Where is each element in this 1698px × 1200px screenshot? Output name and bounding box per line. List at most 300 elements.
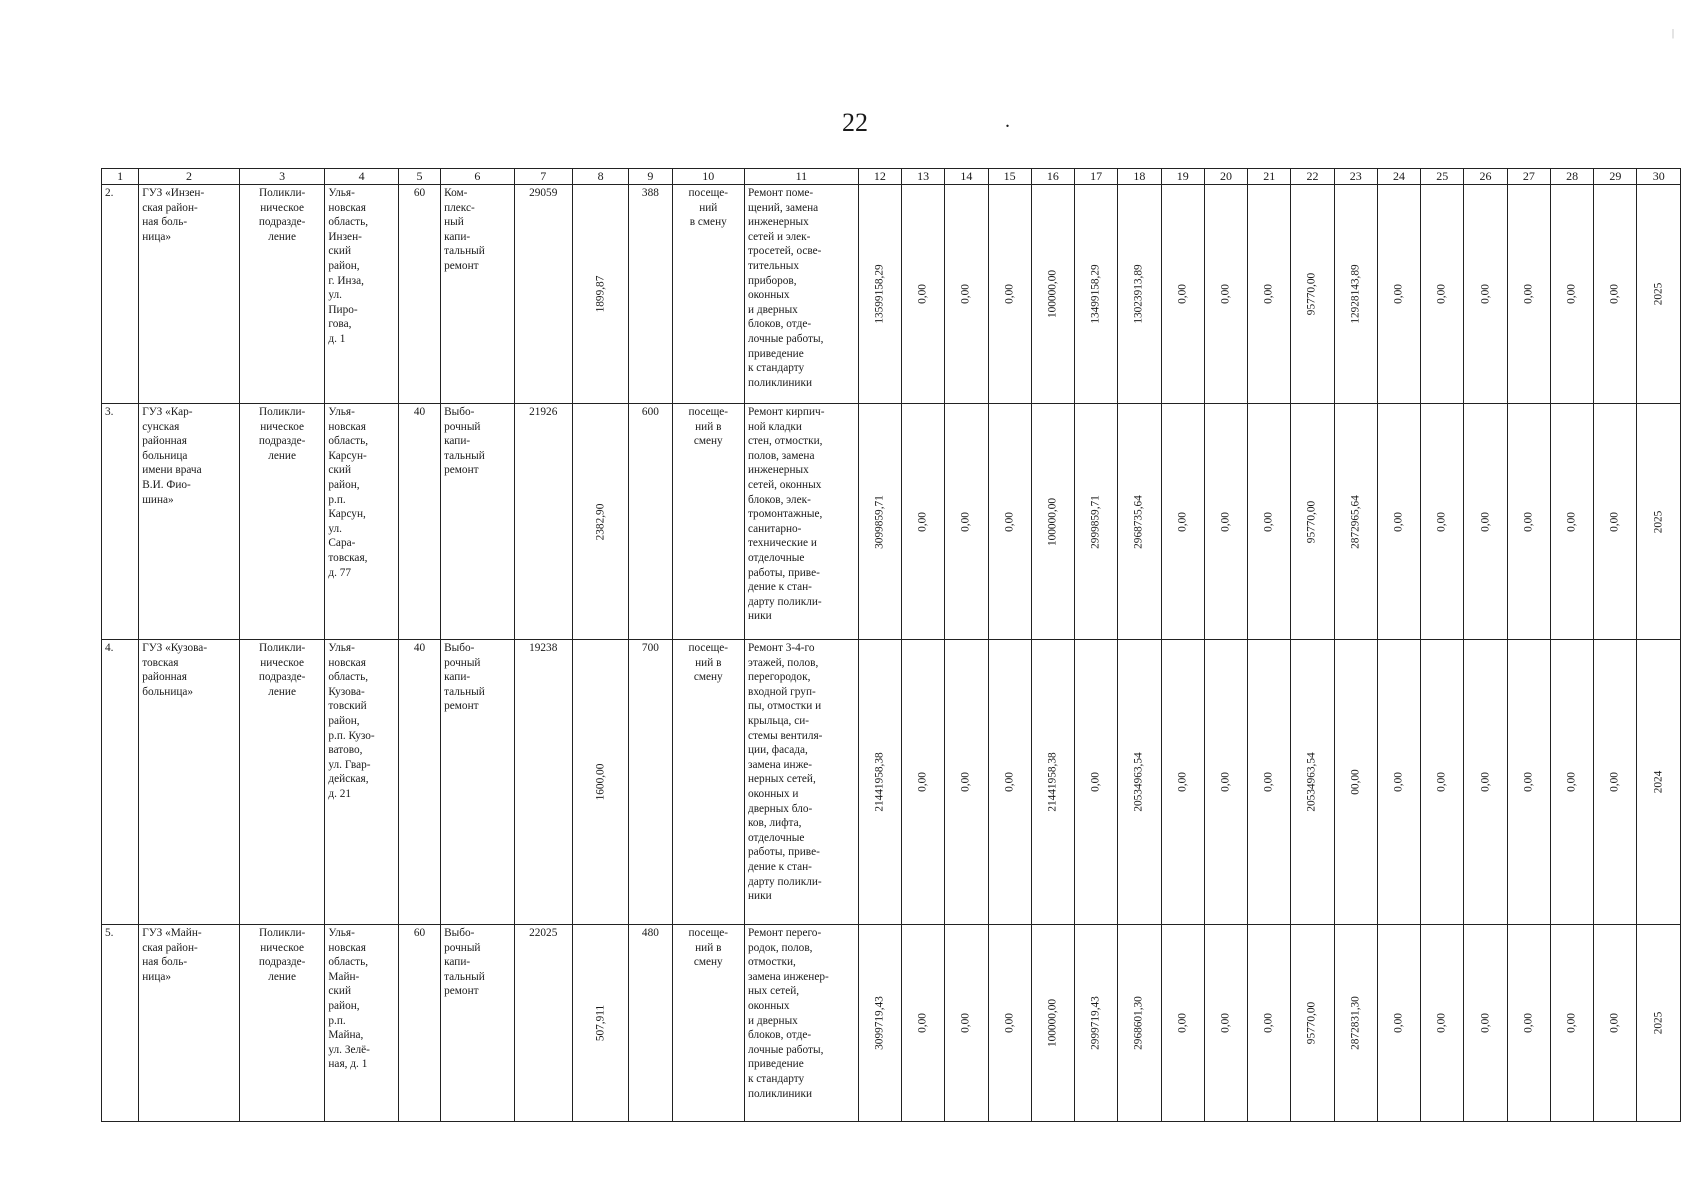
value-cell-col-25 bbox=[1421, 640, 1464, 925]
value-text: 0,00 bbox=[1522, 772, 1535, 792]
row-number-cell: 4. bbox=[102, 640, 139, 925]
institution-cell-line: ная боль- bbox=[142, 216, 188, 229]
address-cell-line: д. 21 bbox=[328, 787, 352, 800]
address-cell-line: Карсун- bbox=[328, 449, 367, 462]
value-cell-col-18 bbox=[1118, 185, 1161, 404]
value-text: 3099719,43 bbox=[873, 996, 886, 1050]
value-text: 0,00 bbox=[1608, 1013, 1621, 1033]
value-text: 0,00 bbox=[1262, 284, 1275, 304]
value-cell-col-12 bbox=[858, 925, 901, 1122]
value-cell-col-12 bbox=[858, 640, 901, 925]
works-description-cell-line: ции, фасада, bbox=[747, 744, 808, 757]
value-text: 0,00 bbox=[1089, 772, 1102, 792]
value-text: 00,00 bbox=[1349, 769, 1362, 795]
column-header-1: 1 bbox=[102, 169, 139, 185]
column-header-17: 17 bbox=[1075, 169, 1118, 185]
works-description-cell-line: работы, приве- bbox=[747, 846, 820, 859]
value-cell-col-22 bbox=[1291, 925, 1334, 1122]
institution-cell-line: ница» bbox=[142, 970, 172, 983]
value-text: 0,00 bbox=[1479, 284, 1492, 304]
institution-cell bbox=[139, 404, 240, 640]
works-description-cell-line: ков, лифта, bbox=[747, 817, 802, 830]
value-cell-col-27 bbox=[1507, 640, 1550, 925]
scan-mark: | bbox=[1672, 28, 1675, 39]
value-cell-col-12 bbox=[858, 185, 901, 404]
value-text: 2999859,71 bbox=[1089, 494, 1102, 549]
repair-type-cell-line: рочный bbox=[444, 656, 481, 669]
value-cell-col-21 bbox=[1248, 404, 1291, 640]
works-description-cell-line: лочные работы, bbox=[747, 332, 824, 345]
visits-unit-cell-line: посеще- bbox=[688, 927, 729, 939]
subdivision-cell bbox=[239, 185, 325, 404]
column-header-19: 19 bbox=[1161, 169, 1204, 185]
address-cell-line: район, bbox=[328, 999, 360, 1012]
column-header-3: 3 bbox=[239, 169, 325, 185]
address-cell-line: Улья- bbox=[328, 642, 355, 654]
visits-unit-cell bbox=[672, 185, 744, 404]
column-header-27: 27 bbox=[1507, 169, 1550, 185]
works-description-cell-line: технические и bbox=[747, 537, 817, 550]
address-cell-line: товский bbox=[328, 700, 367, 713]
value-text: 100000,00 bbox=[1046, 998, 1059, 1048]
address-cell bbox=[325, 925, 398, 1122]
value-cell-col-22 bbox=[1291, 404, 1334, 640]
column-header-11: 11 bbox=[744, 169, 858, 185]
value-text: 95770,00 bbox=[1305, 272, 1318, 316]
value-cell-col-21 bbox=[1248, 185, 1291, 404]
repair-type-cell-line: тальный bbox=[444, 449, 485, 462]
value-text: 0,00 bbox=[1262, 772, 1275, 792]
visits-count-cell: 480 bbox=[629, 925, 672, 1122]
value-text: 2024 bbox=[1652, 770, 1665, 794]
value-cell-col-28 bbox=[1550, 640, 1593, 925]
address-cell-line: ул. Гвар- bbox=[328, 758, 371, 771]
address-cell-line: д. 1 bbox=[328, 332, 346, 345]
value-cell-col-21 bbox=[1248, 925, 1291, 1122]
visits-unit-cell-line: ний в bbox=[695, 656, 722, 669]
works-description-cell-line: дарту поликли- bbox=[747, 875, 822, 888]
value-cell-col-29 bbox=[1594, 185, 1637, 404]
address-cell-line: новская bbox=[328, 420, 366, 433]
value-cell-col-19 bbox=[1161, 185, 1204, 404]
value-text: 2025 bbox=[1652, 510, 1665, 533]
works-description-cell-line: лочные работы, bbox=[747, 1043, 824, 1056]
subdivision-cell-line: ническое bbox=[260, 201, 305, 214]
col7-cell: 22025 bbox=[514, 925, 572, 1122]
value-text: 12928143,89 bbox=[1349, 264, 1362, 324]
address-cell-line: область, bbox=[328, 671, 369, 684]
value-cell-col-13 bbox=[901, 185, 944, 404]
value-cell-col-28 bbox=[1550, 404, 1593, 640]
institution-cell-line: ская район- bbox=[142, 941, 198, 954]
works-description-cell bbox=[744, 640, 858, 925]
value-cell-col-29 bbox=[1594, 925, 1637, 1122]
value-cell-col-23 bbox=[1334, 925, 1377, 1122]
repair-type-cell-line: Выбо- bbox=[444, 927, 475, 939]
works-description-cell-line: Ремонт поме- bbox=[747, 187, 814, 199]
visits-unit-cell-line: ний в bbox=[695, 420, 722, 433]
column-header-14: 14 bbox=[945, 169, 988, 185]
address-cell-line: Улья- bbox=[328, 187, 355, 199]
works-description-cell-line: ники bbox=[747, 890, 772, 903]
repair-type-cell bbox=[441, 404, 514, 640]
works-description-cell-line: сетей и элек- bbox=[747, 230, 811, 243]
subdivision-cell-line: ление bbox=[268, 685, 296, 698]
works-description-cell bbox=[744, 925, 858, 1122]
address-cell-line: ул. bbox=[328, 289, 343, 302]
value-cell-col-28 bbox=[1550, 925, 1593, 1122]
visits-unit-cell-line: в смену bbox=[689, 216, 727, 229]
value-cell-col-23 bbox=[1334, 640, 1377, 925]
area-cell bbox=[572, 925, 628, 1122]
address-cell-line: Пиро- bbox=[328, 303, 358, 316]
address-cell-line: Майна, bbox=[328, 1029, 364, 1042]
value-cell-col-20 bbox=[1204, 925, 1247, 1122]
value-cell-col-25 bbox=[1421, 185, 1464, 404]
value-cell-col-15 bbox=[988, 640, 1031, 925]
area-cell bbox=[572, 640, 628, 925]
visits-unit-cell bbox=[672, 640, 744, 925]
address-cell-line: Улья- bbox=[328, 927, 355, 939]
capacity-cell: 60 bbox=[398, 925, 440, 1122]
value-text: 2872831,30 bbox=[1349, 996, 1362, 1050]
works-description-cell-line: блоков, отде- bbox=[747, 1029, 812, 1042]
works-description-cell-line: сетей, оконных bbox=[747, 478, 822, 491]
subdivision-cell bbox=[239, 404, 325, 640]
value-text: 0,00 bbox=[1176, 511, 1189, 532]
repair-type-cell bbox=[441, 185, 514, 404]
value-cell-col-30 bbox=[1637, 404, 1681, 640]
value-text: 0,00 bbox=[1003, 772, 1016, 792]
value-text: 0,00 bbox=[1219, 1013, 1232, 1033]
value-text: 0,00 bbox=[1003, 511, 1016, 532]
value-text: 0,00 bbox=[1435, 511, 1448, 532]
row-number-cell: 3. bbox=[102, 404, 139, 640]
value-cell-col-27 bbox=[1507, 185, 1550, 404]
area-value: 1899,87 bbox=[594, 275, 607, 313]
value-text: 95770,00 bbox=[1305, 500, 1318, 543]
works-description-cell-line: дение к стан- bbox=[747, 581, 812, 594]
value-cell-col-19 bbox=[1161, 640, 1204, 925]
value-text: 0,00 bbox=[1392, 511, 1405, 532]
visits-unit-cell-line: ний в bbox=[695, 941, 722, 954]
value-text: 0,00 bbox=[1219, 772, 1232, 792]
repair-type-cell bbox=[441, 925, 514, 1122]
value-text: 0,00 bbox=[1392, 772, 1405, 792]
visits-unit-cell-line: смену bbox=[693, 956, 723, 969]
column-header-8: 8 bbox=[572, 169, 628, 185]
value-cell-col-30 bbox=[1637, 185, 1681, 404]
value-text: 0,00 bbox=[1176, 284, 1189, 304]
value-cell-col-22 bbox=[1291, 640, 1334, 925]
subdivision-cell-line: ление bbox=[268, 970, 296, 983]
value-text: 100000,00 bbox=[1046, 269, 1059, 319]
value-text: 0,00 bbox=[1479, 772, 1492, 792]
column-header-7: 7 bbox=[514, 169, 572, 185]
col7-cell: 21926 bbox=[514, 404, 572, 640]
value-text: 0,00 bbox=[1003, 284, 1016, 304]
address-cell-line: район, bbox=[328, 478, 360, 491]
value-text: 0,00 bbox=[1608, 772, 1621, 792]
value-text: 0,00 bbox=[1608, 511, 1621, 532]
repair-type-cell-line: плекс- bbox=[444, 201, 475, 214]
value-text: 100000,00 bbox=[1046, 497, 1059, 546]
value-cell-col-28 bbox=[1550, 185, 1593, 404]
works-description-cell-line: входной груп- bbox=[747, 685, 816, 698]
column-header-28: 28 bbox=[1550, 169, 1593, 185]
repair-type-cell-line: ремонт bbox=[444, 985, 479, 998]
subdivision-cell-line: Поликли- bbox=[258, 927, 306, 939]
works-description-cell-line: тительных bbox=[747, 259, 799, 272]
value-text: 13023913,89 bbox=[1132, 264, 1145, 324]
address-cell-line: товская, bbox=[328, 551, 368, 564]
value-cell-col-17 bbox=[1075, 640, 1118, 925]
value-text: 0,00 bbox=[1565, 511, 1578, 532]
subdivision-cell-line: подразде- bbox=[258, 671, 306, 684]
column-header-20: 20 bbox=[1204, 169, 1247, 185]
address-cell-line: область, bbox=[328, 216, 369, 229]
value-cell-col-14 bbox=[945, 925, 988, 1122]
value-cell-col-23 bbox=[1334, 185, 1377, 404]
works-description-cell bbox=[744, 404, 858, 640]
column-header-2: 2 bbox=[139, 169, 240, 185]
capital-repair-table bbox=[101, 168, 1681, 1122]
subdivision-cell-line: подразде- bbox=[258, 216, 306, 229]
value-text: 2025 bbox=[1652, 282, 1665, 306]
column-header-23: 23 bbox=[1334, 169, 1377, 185]
address-cell bbox=[325, 640, 398, 925]
value-text: 0,00 bbox=[1608, 284, 1621, 304]
address-cell-line: ский bbox=[328, 245, 351, 258]
value-text: 0,00 bbox=[959, 772, 972, 792]
address-cell-line: Инзен- bbox=[328, 230, 362, 243]
value-text: 0,00 bbox=[1392, 284, 1405, 304]
capacity-cell: 60 bbox=[398, 185, 440, 404]
value-cell-col-26 bbox=[1464, 404, 1507, 640]
works-description-cell-line: полов, замена bbox=[747, 449, 815, 462]
institution-cell-line: ГУЗ «Кузова- bbox=[142, 642, 208, 654]
institution-cell bbox=[139, 925, 240, 1122]
table-row bbox=[102, 925, 1681, 1122]
value-text: 0,00 bbox=[1219, 284, 1232, 304]
visits-count-cell: 388 bbox=[629, 185, 672, 404]
value-text: 0,00 bbox=[1565, 772, 1578, 792]
value-text: 0,00 bbox=[1219, 511, 1232, 532]
value-text: 0,00 bbox=[1392, 1013, 1405, 1033]
value-text: 0,00 bbox=[916, 511, 929, 532]
area-value: 507,911 bbox=[594, 1004, 607, 1042]
institution-cell-line: товская bbox=[142, 656, 179, 669]
address-cell-line: новская bbox=[328, 201, 366, 214]
repair-type-cell bbox=[441, 640, 514, 925]
value-text: 0,00 bbox=[1565, 1013, 1578, 1033]
repair-type-cell-line: капи- bbox=[444, 956, 471, 969]
subdivision-cell bbox=[239, 640, 325, 925]
works-description-cell-line: пы, отмостки и bbox=[747, 700, 822, 713]
works-description-cell-line: нерных сетей, bbox=[747, 773, 816, 786]
works-description-cell-line: оконных bbox=[747, 289, 790, 302]
value-cell-col-23 bbox=[1334, 404, 1377, 640]
column-header-5: 5 bbox=[398, 169, 440, 185]
works-description-cell-line: дение к стан- bbox=[747, 860, 812, 873]
value-cell-col-17 bbox=[1075, 925, 1118, 1122]
value-text: 3099859,71 bbox=[873, 494, 886, 549]
value-cell-col-18 bbox=[1118, 404, 1161, 640]
institution-cell-line: сунская bbox=[142, 420, 180, 433]
area-value: 1600,00 bbox=[594, 763, 607, 801]
value-cell-col-15 bbox=[988, 404, 1031, 640]
address-cell-line: р.п. Кузо- bbox=[328, 729, 375, 742]
visits-unit-cell-line: смену bbox=[693, 671, 723, 684]
value-cell-col-27 bbox=[1507, 404, 1550, 640]
address-cell-line: р.п. bbox=[328, 1014, 346, 1027]
value-text: 95770,00 bbox=[1305, 1001, 1318, 1045]
subdivision-cell-line: ническое bbox=[260, 656, 305, 669]
value-text: 0,00 bbox=[1435, 1013, 1448, 1033]
value-text: 0,00 bbox=[1262, 511, 1275, 532]
institution-cell-line: ная боль- bbox=[142, 956, 188, 969]
works-description-cell-line: отделочные bbox=[747, 551, 805, 564]
value-cell-col-29 bbox=[1594, 640, 1637, 925]
column-header-24: 24 bbox=[1377, 169, 1420, 185]
column-header-4: 4 bbox=[325, 169, 398, 185]
value-cell-col-16 bbox=[1031, 640, 1074, 925]
visits-unit-cell-line: посеще- bbox=[688, 406, 729, 418]
address-cell-line: Сара- bbox=[328, 537, 356, 550]
works-description-cell-line: и дверных bbox=[747, 303, 798, 316]
value-cell-col-16 bbox=[1031, 185, 1074, 404]
col7-cell: 29059 bbox=[514, 185, 572, 404]
value-text: 0,00 bbox=[1522, 284, 1535, 304]
subdivision-cell-line: подразде- bbox=[258, 956, 306, 969]
value-cell-col-24 bbox=[1377, 640, 1420, 925]
column-header-29: 29 bbox=[1594, 169, 1637, 185]
repair-type-cell-line: ремонт bbox=[444, 464, 479, 477]
table-row bbox=[102, 404, 1681, 640]
value-text: 21441958,38 bbox=[1046, 752, 1059, 812]
institution-cell-line: имени врача bbox=[142, 464, 202, 477]
visits-unit-cell bbox=[672, 925, 744, 1122]
works-description-cell bbox=[744, 185, 858, 404]
repair-type-cell-line: капи- bbox=[444, 230, 471, 243]
works-description-cell-line: замена инженер- bbox=[747, 970, 829, 983]
column-number-row bbox=[102, 169, 1681, 185]
address-cell-line: ул. bbox=[328, 522, 343, 535]
value-text: 0,00 bbox=[1565, 284, 1578, 304]
value-cell-col-14 bbox=[945, 185, 988, 404]
value-text: 0,00 bbox=[916, 1013, 929, 1033]
address-cell-line: Майн- bbox=[328, 970, 360, 983]
visits-unit-cell-line: посеще- bbox=[688, 187, 729, 199]
column-header-26: 26 bbox=[1464, 169, 1507, 185]
repair-type-cell-line: Выбо- bbox=[444, 642, 475, 654]
value-cell-col-26 bbox=[1464, 640, 1507, 925]
value-cell-col-18 bbox=[1118, 640, 1161, 925]
works-description-cell-line: замена инже- bbox=[747, 758, 813, 771]
repair-type-cell-line: капи- bbox=[444, 671, 471, 684]
repair-type-cell-line: ремонт bbox=[444, 700, 479, 713]
value-cell-col-13 bbox=[901, 404, 944, 640]
value-text: 2025 bbox=[1652, 1011, 1665, 1035]
works-description-cell-line: блоков, элек- bbox=[747, 493, 811, 506]
works-description-cell-line: приборов, bbox=[747, 274, 797, 287]
value-text: 0,00 bbox=[916, 772, 929, 792]
works-description-cell-line: ной кладки bbox=[747, 420, 802, 433]
repair-type-cell-line: рочный bbox=[444, 420, 481, 433]
works-description-cell-line: и дверных bbox=[747, 1014, 798, 1027]
works-description-cell-line: оконных и bbox=[747, 787, 799, 800]
institution-cell-line: районная bbox=[142, 671, 187, 684]
repair-type-cell-line: тальный bbox=[444, 970, 485, 983]
value-cell-col-16 bbox=[1031, 404, 1074, 640]
repair-type-cell-line: ный bbox=[444, 216, 464, 229]
subdivision-cell-line: ническое bbox=[260, 420, 305, 433]
works-description-cell-line: стен, отмостки, bbox=[747, 435, 823, 448]
institution-cell-line: ГУЗ «Инзен- bbox=[142, 187, 205, 199]
value-text: 2999719,43 bbox=[1089, 996, 1102, 1050]
value-cell-col-29 bbox=[1594, 404, 1637, 640]
works-description-cell-line: тромонтажные, bbox=[747, 508, 823, 521]
address-cell-line: ная, д. 1 bbox=[328, 1058, 368, 1071]
institution-cell-line: больница» bbox=[142, 685, 194, 698]
repair-type-cell-line: Выбо- bbox=[444, 406, 475, 418]
works-description-cell-line: поликлиники bbox=[747, 376, 813, 389]
address-cell-line: Кузова- bbox=[328, 685, 365, 698]
works-description-cell-line: родок, полов, bbox=[747, 941, 813, 954]
value-cell-col-24 bbox=[1377, 404, 1420, 640]
subdivision-cell-line: Поликли- bbox=[258, 406, 306, 418]
address-cell-line: д. 77 bbox=[328, 566, 352, 579]
table-row bbox=[102, 185, 1681, 404]
works-description-cell-line: работы, приве- bbox=[747, 566, 820, 579]
subdivision-cell-line: подразде- bbox=[258, 435, 306, 448]
value-text: 20534963,54 bbox=[1132, 752, 1145, 812]
visits-unit-cell-line: ний bbox=[699, 201, 718, 214]
institution-cell-line: ская район- bbox=[142, 201, 198, 214]
col7-cell: 19238 bbox=[514, 640, 572, 925]
address-cell-line: новская bbox=[328, 656, 366, 669]
column-header-22: 22 bbox=[1291, 169, 1334, 185]
column-header-12: 12 bbox=[858, 169, 901, 185]
address-cell-line: ул. Зелё- bbox=[328, 1043, 370, 1056]
institution-cell-line: В.И. Фио- bbox=[142, 478, 191, 491]
works-description-cell-line: этажей, полов, bbox=[747, 656, 819, 669]
address-cell-line: район, bbox=[328, 714, 360, 727]
works-description-cell-line: щений, замена bbox=[747, 201, 819, 214]
visits-count-cell: 600 bbox=[629, 404, 672, 640]
repair-type-cell-line: капи- bbox=[444, 435, 471, 448]
works-description-cell-line: оконных bbox=[747, 999, 790, 1012]
column-header-6: 6 bbox=[441, 169, 514, 185]
value-cell-col-20 bbox=[1204, 640, 1247, 925]
address-cell-line: Улья- bbox=[328, 406, 355, 418]
institution-cell-line: ГУЗ «Кар- bbox=[142, 406, 193, 418]
value-text: 0,00 bbox=[1262, 1013, 1275, 1033]
works-description-cell-line: поликлиники bbox=[747, 1087, 813, 1100]
value-text: 13499158,29 bbox=[1089, 264, 1102, 324]
column-header-18: 18 bbox=[1118, 169, 1161, 185]
value-cell-col-21 bbox=[1248, 640, 1291, 925]
institution-cell-line: шина» bbox=[142, 493, 174, 506]
capacity-cell: 40 bbox=[398, 640, 440, 925]
value-cell-col-15 bbox=[988, 185, 1031, 404]
address-cell-line: р.п. bbox=[328, 493, 346, 506]
subdivision-cell-line: ническое bbox=[260, 941, 305, 954]
address-cell-line: ский bbox=[328, 985, 351, 998]
value-text: 0,00 bbox=[1522, 1013, 1535, 1033]
value-text: 0,00 bbox=[1435, 772, 1448, 792]
institution-cell bbox=[139, 640, 240, 925]
